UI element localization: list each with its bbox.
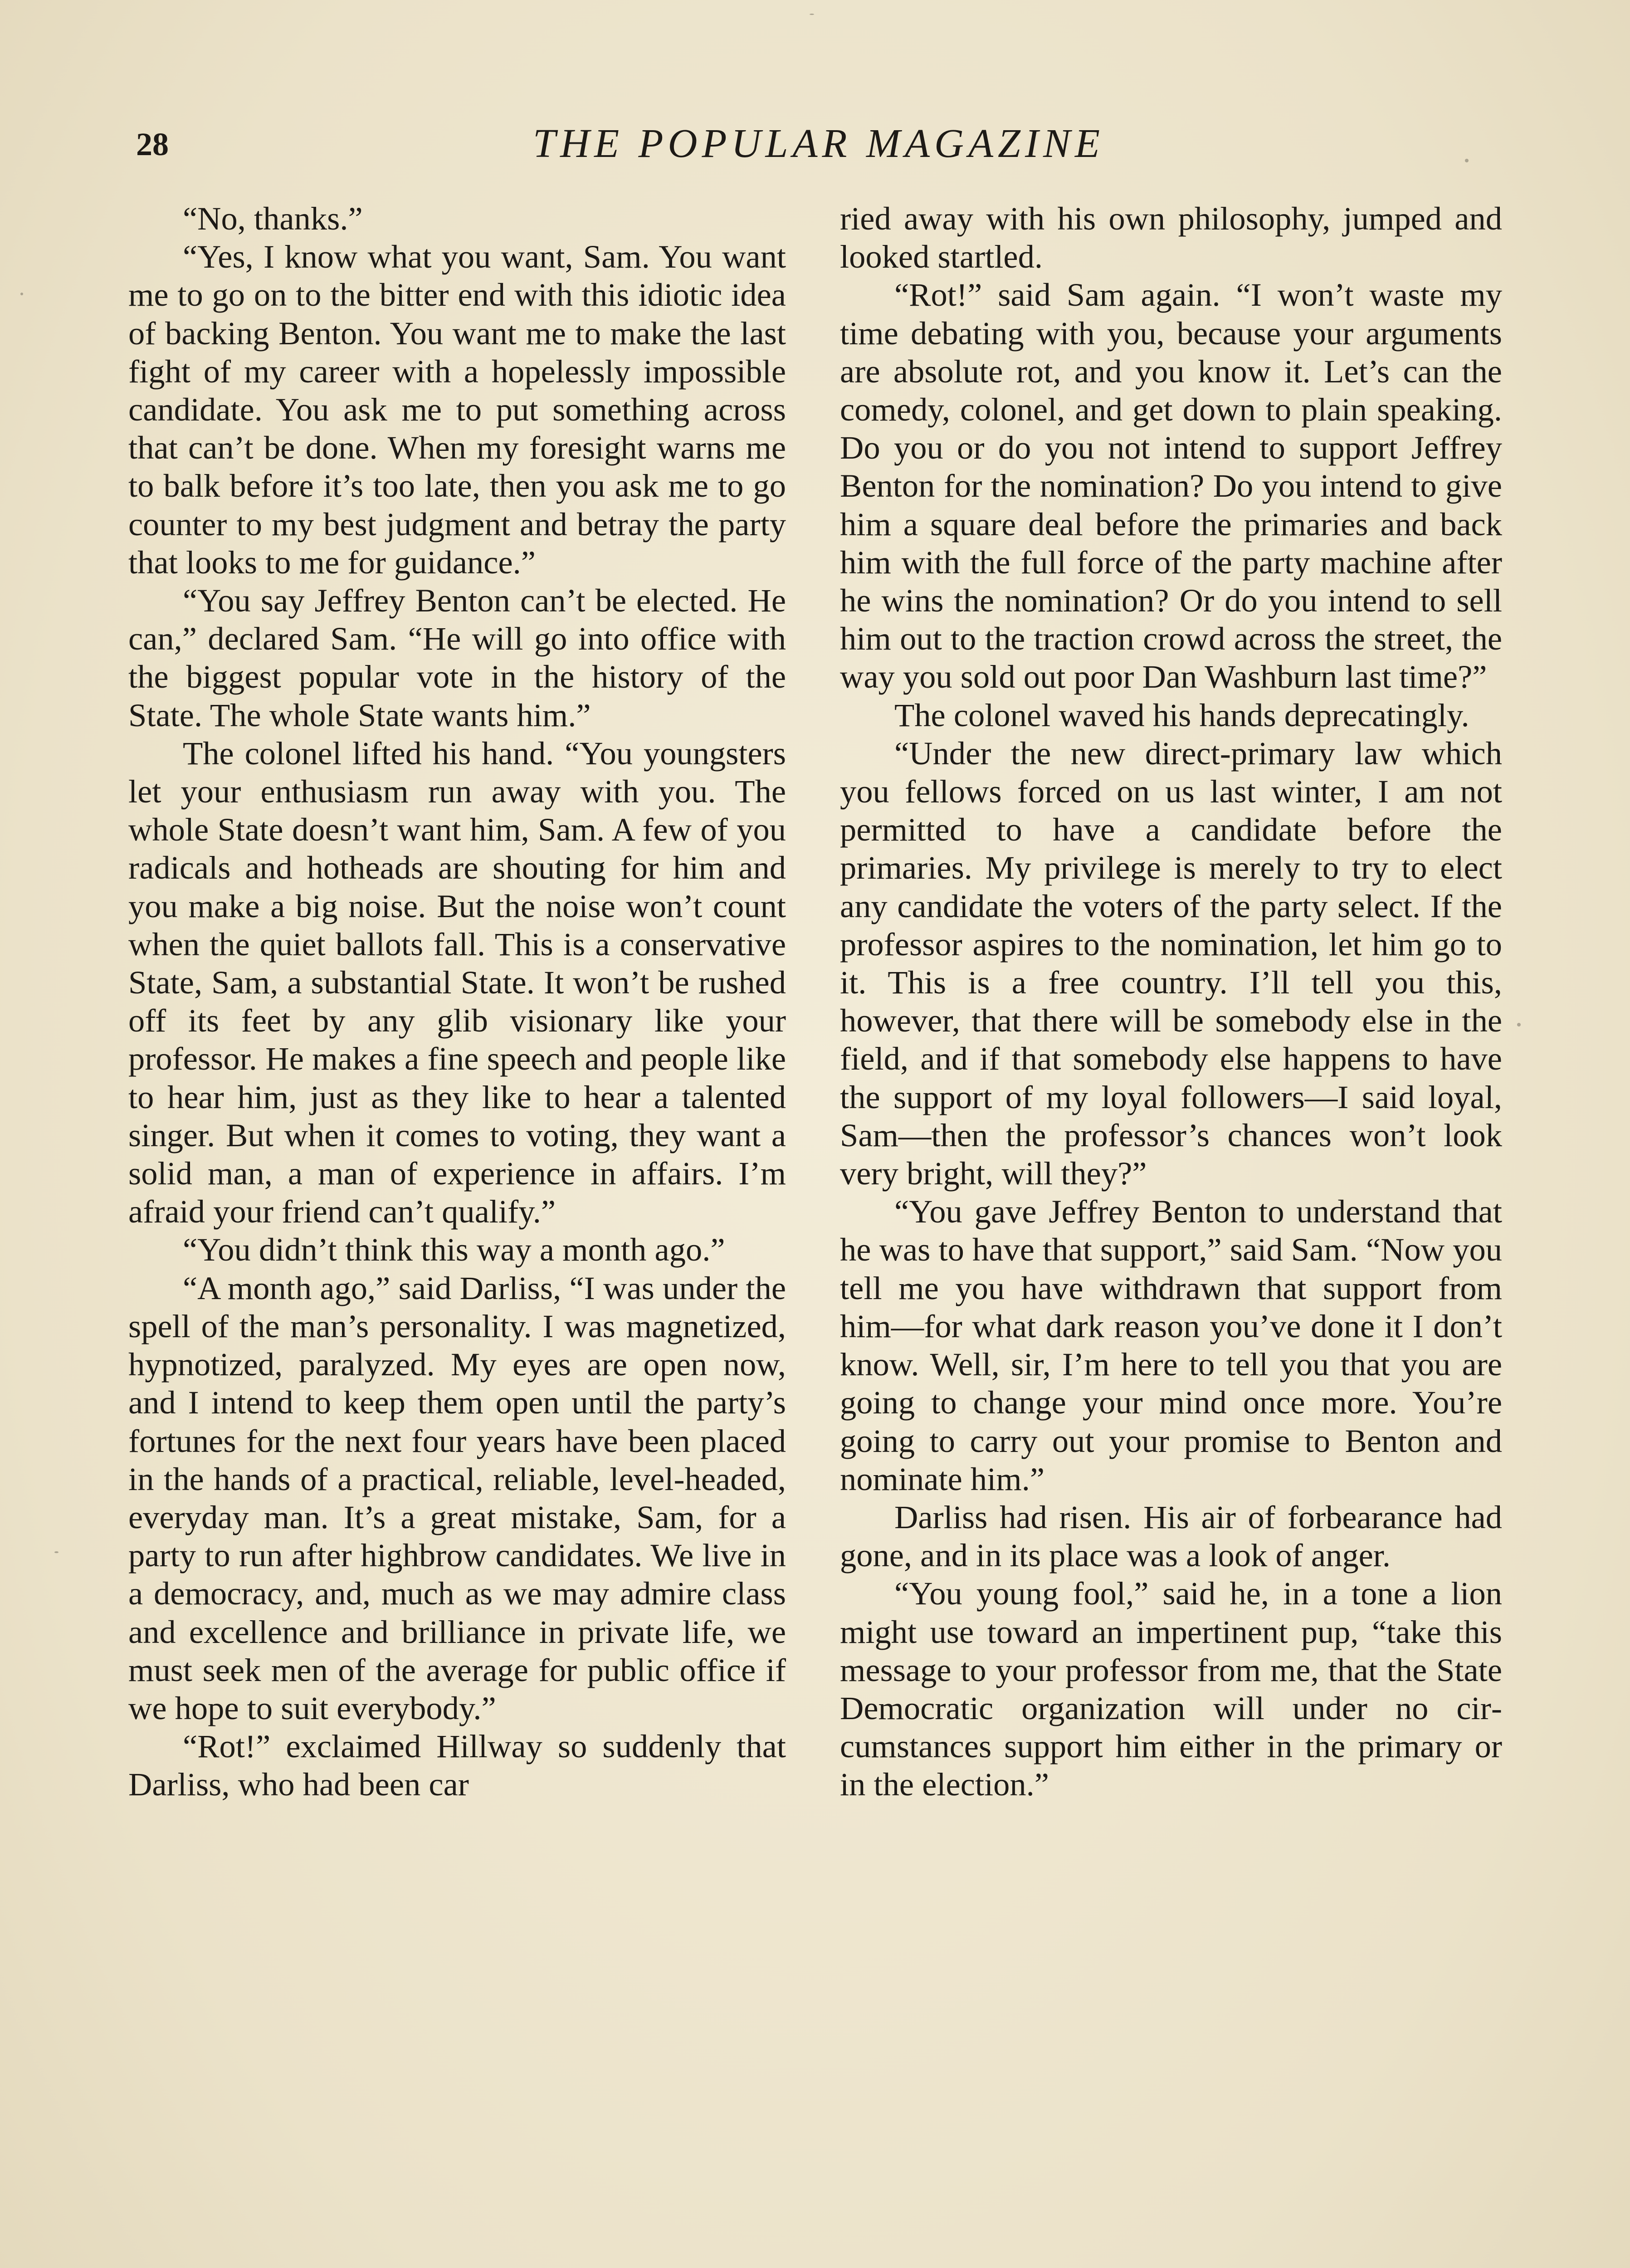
paragraph: “You young fool,” said he, in a tone a lion might use toward an impertinent pup, “take this message to your professor from me, that the State Democratic organization will under no circumstances support him either in the primary or in the election.” [840,1575,1502,1803]
paragraph: ried away with his own philosophy, jumped and looked startled. [840,200,1502,275]
paper-speck [810,14,814,15]
paragraph: “Yes, I know what you want, Sam. You want me to go on to the bitter end with this idiotic idea of backing Benton. You want me to make the last fight of my career with a hopelessly impossible candidate. You ask me to put something across that can’t be done. When my foresight warns me to balk before it’s too late, then you ask me to go counter to my best judgment and betray the party that looks to me for guidance.” [128,238,786,581]
page-header [136,120,1501,184]
paragraph: “You gave Jeffrey Benton to understand that he was to have that support,” said Sam. “Now you tell me you have withdrawn that support from him—for what dark reason you’ve done it I don’t know. Well, sir, I’m here to tell you that you are going to change your mind once more. You’re going to carry out your promise to Benton and nominate him.” [840,1193,1502,1497]
paragraph: The colonel lifted his hand. “You youngsters let your enthusiasm run away with you. The whole State doesn’t want him, Sam. A few of you radicals and hotheads are shouting for him and you make a big noise. But the noise won’t count when the quiet ballots fall. This is a conservative State, Sam, a substantial State. It won’t be rushed off its feet by any glib visionary like your professor. He makes a fine speech and people like to hear him, just as they like to hear a talented singer. But when it comes to voting, they want a solid man, a man of experience in affairs. I’m afraid your friend can’t qualify.” [128,734,786,1230]
paragraph: “Rot!” said Sam again. “I won’t waste my time debating with you, because your arguments are absolute rot, and you know it. Let’s can the comedy, colonel, and get down to plain speaking. Do you or do you not intend to support Jeffrey Benton for the nomination? Do you intend to give him a square deal before the primaries and back him with the full force of the party machine after he wins the nomination? Or do you intend to sell him out to the traction crowd across the street, the way you sold out poor Dan Washburn last time?” [840,276,1502,695]
paragraph: “Under the new direct-primary law which you fellows forced on us last winter, I am not permitted to have a candidate before the primaries. My privilege is merely to try to elect any candidate the voters of the party select. If the professor aspires to the nomination, let him go to it. This is a free country. I’ll tell you this, however, that there will be somebody else in the field, and if that somebody else happens to have the support of my loyal followers—I said loyal, Sam—then the professor’s chances won’t look very bright, will they?” [840,734,1502,1192]
right-text-column [840,200,1502,1804]
paragraph: The colonel waved his hands deprecatingly. [894,696,1469,733]
paragraph: Darliss had risen. His air of forbearance had gone, and in its place was a look of anger. [840,1498,1502,1574]
running-head: THE POPULAR MAGAZINE [533,121,1104,166]
paper-speck [54,1551,59,1553]
paper-speck [1465,159,1469,162]
paragraph: “A month ago,” said Darliss, “I was under the spell of the man’s personality. I was magnetized, hypnotized, paralyzed. My eyes are open now, and I intend to keep them open until the party’s fortunes for the next four years have been placed in the hands of a practical, reliable, level-headed, everyday man. It’s a great mistake, Sam, for a party to run after highbrow candidates. We live in a democracy, and, much as we may admire class and excellence and brilliance in private life, we must seek men of the average for public office if we hope to suit everybody.” [128,1269,786,1726]
left-text-column [128,200,786,1804]
page-number: 28 [136,126,169,162]
paragraph: “No, thanks.” [183,200,363,237]
paragraph: “You didn’t think this way a month ago.” [183,1231,725,1268]
paper-speck [1517,1023,1521,1026]
paper-speck [20,293,23,295]
paragraph: “You say Jeffrey Benton can’t be elected. He can,” declared Sam. “He will go into office with the biggest popular vote in the history of the State. The whole State wants him.” [128,582,786,733]
paragraph: “Rot!” exclaimed Hillway so suddenly that Darliss, who had been car [128,1728,786,1803]
